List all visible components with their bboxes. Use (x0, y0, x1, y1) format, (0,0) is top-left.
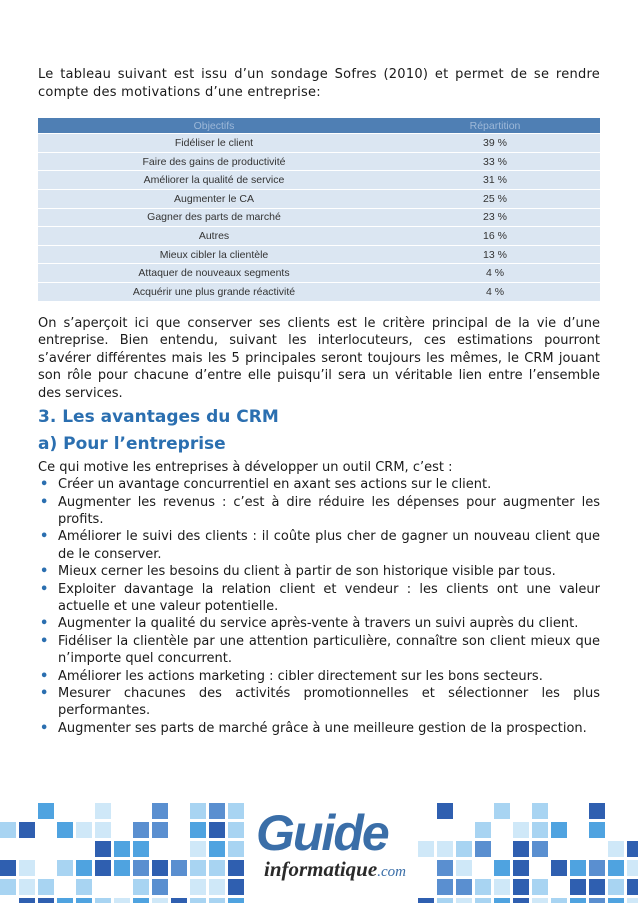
mosaic-tile (475, 822, 491, 838)
intro-paragraph: Le tableau suivant est issu d’un sondage Sofres (2010) et permet de se rendre compte des motivations d’une entreprise: (38, 67, 600, 100)
list-item-text: Augmenter les revenus : c’est à dire réduire les dépenses pour augmenter les profits. (58, 494, 600, 527)
mosaic-tile (513, 822, 529, 838)
objective-cell: Améliorer la qualité de service (38, 171, 390, 190)
mosaic-tile (570, 860, 586, 876)
mosaic-tile (494, 803, 510, 819)
list-item (38, 563, 600, 580)
mosaic-tile (76, 879, 92, 895)
mosaic-tile (513, 879, 529, 895)
objective-cell: Faire des gains de productivité (38, 152, 390, 171)
list-item-text: Fidéliser la clientèle par une attention particulière, connaître son client mieux que n’importe quel concurrent. (58, 633, 600, 667)
mosaic-tile (589, 879, 605, 895)
mosaic-tile (57, 860, 73, 876)
mosaic-tile (494, 898, 510, 903)
mosaic-tile (19, 879, 35, 895)
mosaic-tile (76, 898, 92, 903)
benefits-list (38, 476, 600, 737)
list-item (38, 476, 600, 493)
mosaic-tile (608, 879, 624, 895)
guide-informatique-logo (256, 805, 406, 888)
logo-tld: .com (377, 864, 406, 880)
list-item-text: Mieux cerner les besoins du client à partir de son historique visible par tous. (58, 564, 556, 580)
objective-cell: Augmenter le CA (38, 189, 390, 208)
list-item (38, 720, 600, 737)
mosaic-tile (437, 898, 453, 903)
mosaic-tile (532, 879, 548, 895)
list-item-text: Améliorer le suivi des clients : il coûte plus cher de gagner un nouveau client que de le conserver. (58, 529, 600, 562)
mosaic-tile (532, 841, 548, 857)
table-header-row (38, 118, 600, 134)
column-header-repartition: Répartition (390, 118, 600, 134)
table-row (38, 152, 600, 171)
percentage-cell: 16 % (390, 227, 600, 246)
mosaic-tile (152, 803, 168, 819)
mosaic-tile (437, 841, 453, 857)
mosaic-tile (133, 898, 149, 903)
list-item (38, 633, 600, 668)
mosaic-tile (171, 898, 187, 903)
mosaic-tile (76, 860, 92, 876)
mosaic-tile (57, 822, 73, 838)
percentage-cell: 31 % (390, 171, 600, 190)
table-row (38, 264, 600, 283)
objective-cell: Attaquer de nouveaux segments (38, 264, 390, 283)
mosaic-tile (190, 822, 206, 838)
bullet-dot-icon: • (40, 668, 49, 684)
list-item (38, 494, 600, 529)
mosaic-tile (152, 898, 168, 903)
list-item-text: Augmenter ses parts de marché grâce à une meilleure gestion de la prospection. (58, 720, 587, 736)
mosaic-tile (570, 898, 586, 903)
list-item (38, 615, 600, 632)
bullet-dot-icon: • (40, 685, 49, 701)
bullet-dot-icon: • (40, 720, 49, 736)
percentage-cell: 25 % (390, 189, 600, 208)
mosaic-tile (228, 860, 244, 876)
mosaic-tile (209, 822, 225, 838)
list-item (38, 528, 600, 563)
bullet-dot-icon: • (40, 633, 49, 649)
mosaic-tile (570, 879, 586, 895)
list-item (38, 581, 600, 616)
mosaic-tile (475, 841, 491, 857)
mosaic-tile (38, 898, 54, 903)
mosaic-tile (190, 898, 206, 903)
section-title: 3. Les avantages du CRM (38, 406, 279, 427)
mosaic-tile (0, 822, 16, 838)
objective-cell: Fidéliser le client (38, 134, 390, 153)
mosaic-tile (456, 879, 472, 895)
mosaic-tile (551, 898, 567, 903)
mosaic-tile (209, 860, 225, 876)
list-item-text: Mesurer chacunes des activités promotionnelles et sélectionner les plus performantes. (58, 685, 600, 719)
mosaic-tile (19, 860, 35, 876)
mosaic-tile (152, 860, 168, 876)
objective-cell: Mieux cibler la clientèle (38, 245, 390, 264)
mosaic-tile (627, 898, 638, 903)
subsection-title: a) Pour l’entreprise (38, 433, 226, 454)
mosaic-tile (228, 898, 244, 903)
mosaic-tile (95, 898, 111, 903)
bullet-dot-icon: • (40, 494, 49, 510)
mosaic-tile (209, 898, 225, 903)
table-row (38, 189, 600, 208)
mosaic-tile (437, 860, 453, 876)
mosaic-tile (551, 860, 567, 876)
bullets-lead: Ce qui motive les entreprises à développer un outil CRM, c’est : (38, 459, 453, 475)
mosaic-tile (133, 879, 149, 895)
mosaic-tile (494, 879, 510, 895)
mosaic-tile (494, 860, 510, 876)
table-row (38, 134, 600, 153)
mosaic-tile (456, 841, 472, 857)
mosaic-tile (133, 860, 149, 876)
mosaic-tile (114, 898, 130, 903)
table-row (38, 245, 600, 264)
mosaic-tile (627, 860, 638, 876)
table-body (38, 134, 600, 301)
list-item-text: Exploiter davantage la relation client et vendeur : les clients ont une valeur actuelle et une valeur potentielle. (58, 581, 600, 614)
mosaic-tile (38, 879, 54, 895)
mosaic-tile (95, 803, 111, 819)
mosaic-tile (589, 860, 605, 876)
bullet-dot-icon: • (40, 529, 49, 545)
table-row (38, 227, 600, 246)
objective-cell: Acquérir une plus grande réactivité (38, 282, 390, 300)
mosaic-tile (95, 822, 111, 838)
logo-sub-word: informatique (264, 857, 378, 881)
mosaic-tile (513, 841, 529, 857)
mosaic-tile (589, 803, 605, 819)
mosaic-tile (190, 841, 206, 857)
percentage-cell: 4 % (390, 264, 600, 283)
mosaic-tile (437, 803, 453, 819)
mosaic-tile (19, 898, 35, 903)
column-header-objectifs: Objectifs (38, 118, 390, 134)
mosaic-tile (190, 879, 206, 895)
table-row (38, 171, 600, 190)
list-item-text: Augmenter la qualité du service après-vente à travers un suivi auprès du client. (58, 616, 579, 632)
percentage-cell: 23 % (390, 208, 600, 227)
mosaic-tile (589, 822, 605, 838)
mosaic-tile (228, 822, 244, 838)
mosaic-tile (152, 879, 168, 895)
percentage-cell: 33 % (390, 152, 600, 171)
mosaic-tile (627, 879, 638, 895)
percentage-cell: 39 % (390, 134, 600, 153)
mosaic-tile (532, 822, 548, 838)
mosaic-tile (475, 898, 491, 903)
mosaic-tile (532, 803, 548, 819)
mosaic-tile (190, 860, 206, 876)
mosaic-tile (0, 860, 16, 876)
mosaic-tile (228, 879, 244, 895)
survey-table (38, 118, 600, 300)
mosaic-tile (513, 860, 529, 876)
table-row (38, 282, 600, 300)
mosaic-tile (114, 841, 130, 857)
mosaic-tile (152, 822, 168, 838)
objective-cell: Gagner des parts de marché (38, 208, 390, 227)
mosaic-tile (437, 879, 453, 895)
list-item-text: Créer un avantage concurrentiel en axant ses actions sur le client. (58, 477, 492, 493)
page-content (38, 66, 600, 737)
mosaic-tile (38, 803, 54, 819)
logo-main-text: Guide (256, 805, 388, 861)
mosaic-tile (608, 841, 624, 857)
bullet-dot-icon: • (40, 581, 49, 597)
mosaic-tile (456, 898, 472, 903)
mosaic-tile (95, 841, 111, 857)
mosaic-tile (114, 860, 130, 876)
mosaic-tile (19, 822, 35, 838)
logo-sub-text (264, 858, 406, 883)
mosaic-tile (209, 879, 225, 895)
mosaic-tile (209, 841, 225, 857)
mosaic-tile (513, 898, 529, 903)
mosaic-tile (190, 803, 206, 819)
mosaic-tile (228, 841, 244, 857)
analysis-paragraph: On s’aperçoit ici que conserver ses clients est le critère principal de la vie d’une entreprise. Bien entendu, suivant les interlocuteurs, ces estimations pourront s’avérer différentes mais les 5 principales seront toujours les mêmes, le CRM jouant son rôle pour chacune d’entre elle puisqu’il sera un véritable lien entre l’ensemble des services. (38, 315, 600, 401)
mosaic-tile (95, 860, 111, 876)
list-item (38, 685, 600, 720)
mosaic-tile (475, 879, 491, 895)
mosaic-tile (209, 803, 225, 819)
list-item (38, 668, 600, 685)
mosaic-tile (627, 841, 638, 857)
list-item-text: Améliorer les actions marketing : cibler directement sur les bons secteurs. (58, 668, 543, 684)
table-row (38, 208, 600, 227)
mosaic-tile (532, 898, 548, 903)
mosaic-tile (171, 860, 187, 876)
percentage-cell: 13 % (390, 245, 600, 264)
mosaic-tile (418, 841, 434, 857)
bullet-dot-icon: • (40, 564, 49, 580)
mosaic-tile (133, 822, 149, 838)
mosaic-tile (608, 898, 624, 903)
mosaic-tile (418, 898, 434, 903)
bullet-dot-icon: • (40, 477, 49, 493)
mosaic-tile (76, 822, 92, 838)
mosaic-tile (0, 879, 16, 895)
mosaic-tile (608, 860, 624, 876)
mosaic-tile (589, 898, 605, 903)
objective-cell: Autres (38, 227, 390, 246)
mosaic-tile (228, 803, 244, 819)
mosaic-tile (551, 822, 567, 838)
percentage-cell: 4 % (390, 282, 600, 300)
bullet-dot-icon: • (40, 616, 49, 632)
mosaic-tile (57, 898, 73, 903)
mosaic-tile (133, 841, 149, 857)
mosaic-tile (456, 860, 472, 876)
